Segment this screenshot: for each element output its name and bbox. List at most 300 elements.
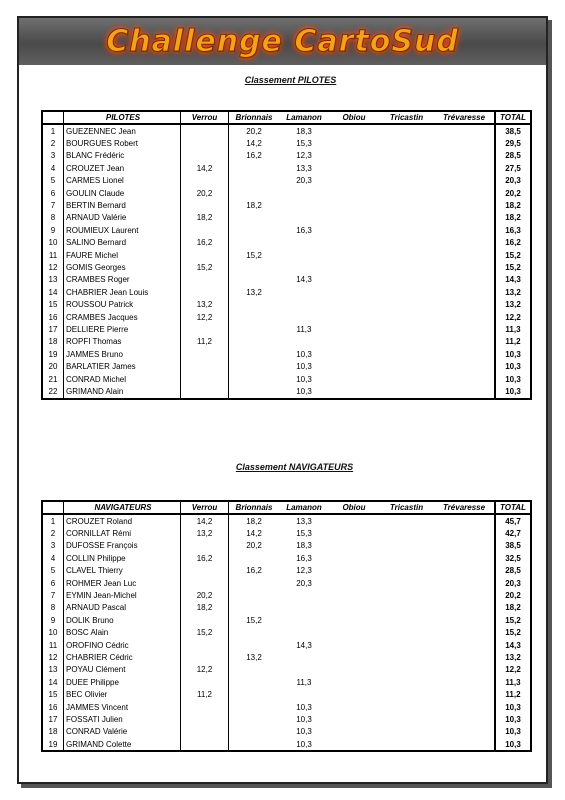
obiou-cell xyxy=(329,212,379,224)
obiou-cell xyxy=(329,701,379,713)
table-row xyxy=(42,199,531,211)
rank-cell: 8 xyxy=(42,212,64,224)
tricastin-cell xyxy=(379,336,434,348)
lamanon-column-header: Lamanon xyxy=(279,111,329,124)
lamanon-cell: 10,3 xyxy=(296,386,312,396)
verrou-cell: 18,2 xyxy=(181,212,229,224)
rank-cell: 11 xyxy=(42,249,64,261)
total-cell: 38,5 xyxy=(495,540,531,552)
brionnais-cell xyxy=(229,676,280,688)
table-row xyxy=(42,373,531,385)
brionnais-cell xyxy=(229,688,280,700)
rank-cell: 12 xyxy=(42,261,64,273)
lamanon-cell xyxy=(279,212,329,224)
trevaresse-cell xyxy=(434,385,495,398)
name-cell: BOURGUES Robert xyxy=(64,137,181,149)
table-row xyxy=(42,162,531,174)
tricastin-cell xyxy=(379,688,434,700)
lamanon-cell xyxy=(279,589,329,601)
trevaresse-cell xyxy=(434,627,495,639)
table-row xyxy=(42,713,531,725)
name-cell: CROUZET Jean xyxy=(64,162,181,174)
obiou-cell xyxy=(329,602,379,614)
trevaresse-cell xyxy=(434,639,495,651)
trevaresse-cell xyxy=(434,514,495,527)
brionnais-cell xyxy=(229,552,280,564)
obiou-cell xyxy=(329,651,379,663)
name-cell: CONRAD Valérie xyxy=(64,726,181,738)
rank-cell: 22 xyxy=(42,385,64,398)
lamanon-cell xyxy=(279,237,329,249)
table-row xyxy=(42,664,531,676)
brionnais-cell: 14,2 xyxy=(246,529,262,539)
total-cell: 11,2 xyxy=(495,336,531,348)
trevaresse-cell xyxy=(434,124,495,137)
name-cell: BARLATIER James xyxy=(64,360,181,372)
total-cell: 16,2 xyxy=(495,237,531,249)
brionnais-cell xyxy=(229,323,280,335)
verrou-cell xyxy=(181,676,229,688)
trevaresse-cell xyxy=(434,360,495,372)
total-cell: 18,2 xyxy=(495,199,531,211)
trevaresse-cell xyxy=(434,311,495,323)
obiou-cell xyxy=(329,224,379,236)
trevaresse-cell xyxy=(434,614,495,626)
rank-cell: 9 xyxy=(42,224,64,236)
total-cell: 10,3 xyxy=(495,373,531,385)
obiou-cell xyxy=(329,261,379,273)
table-row xyxy=(42,261,531,273)
name-cell: DUEE Philippe xyxy=(64,676,181,688)
tricastin-cell xyxy=(379,261,434,273)
table-row xyxy=(42,150,531,162)
lamanon-cell xyxy=(279,311,329,323)
rank-cell: 2 xyxy=(42,137,64,149)
lamanon-cell xyxy=(279,298,329,310)
lamanon-cell: 14,3 xyxy=(296,275,312,285)
total-column-header: TOTAL xyxy=(495,111,531,124)
name-cell: DOLIK Bruno xyxy=(64,614,181,626)
name-cell: BLANC Frédéric xyxy=(64,150,181,162)
lamanon-cell xyxy=(279,261,329,273)
lamanon-cell: 10,3 xyxy=(296,739,312,749)
name-cell: CONRAD Michel xyxy=(64,373,181,385)
verrou-column-header: Verrou xyxy=(181,501,229,514)
rank-column-header xyxy=(42,111,64,124)
tricastin-cell xyxy=(379,614,434,626)
total-cell: 16,3 xyxy=(495,224,531,236)
lamanon-cell: 16,3 xyxy=(296,225,312,235)
table-row xyxy=(42,701,531,713)
trevaresse-cell xyxy=(434,323,495,335)
name-cell: DUFOSSE François xyxy=(64,540,181,552)
total-cell: 15,2 xyxy=(495,627,531,639)
pilotes-column-header: PILOTES xyxy=(64,111,181,124)
table-row xyxy=(42,237,531,249)
name-cell: GRIMAND Alain xyxy=(64,385,181,398)
total-cell: 10,3 xyxy=(495,713,531,725)
trevaresse-cell xyxy=(434,274,495,286)
verrou-cell: 15,2 xyxy=(181,627,229,639)
obiou-cell xyxy=(329,540,379,552)
rank-cell: 3 xyxy=(42,540,64,552)
lamanon-cell xyxy=(279,664,329,676)
obiou-cell xyxy=(329,175,379,187)
brionnais-cell: 18,2 xyxy=(246,516,262,526)
table-row xyxy=(42,124,531,137)
brionnais-cell xyxy=(229,701,280,713)
brionnais-cell xyxy=(229,602,280,614)
total-cell: 18,2 xyxy=(495,602,531,614)
total-cell: 10,3 xyxy=(495,726,531,738)
verrou-cell: 13,2 xyxy=(181,527,229,539)
brionnais-cell xyxy=(229,726,280,738)
total-cell: 12,2 xyxy=(495,311,531,323)
lamanon-cell: 11,3 xyxy=(296,324,312,334)
rank-cell: 15 xyxy=(42,298,64,310)
verrou-cell xyxy=(181,614,229,626)
total-cell: 29,5 xyxy=(495,137,531,149)
table-row xyxy=(42,187,531,199)
table-row xyxy=(42,552,531,564)
tricastin-cell xyxy=(379,589,434,601)
verrou-cell: 16,2 xyxy=(181,237,229,249)
rank-cell: 9 xyxy=(42,614,64,626)
rank-cell: 7 xyxy=(42,199,64,211)
tricastin-cell xyxy=(379,360,434,372)
brionnais-cell xyxy=(229,162,280,174)
name-cell: GOMIS Georges xyxy=(64,261,181,273)
rank-cell: 6 xyxy=(42,187,64,199)
table-row xyxy=(42,348,531,360)
verrou-cell xyxy=(181,540,229,552)
rank-cell: 12 xyxy=(42,651,64,663)
tricastin-cell xyxy=(379,540,434,552)
tricastin-cell xyxy=(379,726,434,738)
name-cell: ROUMIEUX Laurent xyxy=(64,224,181,236)
obiou-cell xyxy=(329,627,379,639)
total-cell: 13,2 xyxy=(495,286,531,298)
tricastin-cell xyxy=(379,162,434,174)
name-cell: FAURE Michel xyxy=(64,249,181,261)
total-cell: 14,3 xyxy=(495,274,531,286)
total-cell: 20,2 xyxy=(495,589,531,601)
name-cell: CORNILLAT Rémi xyxy=(64,527,181,539)
brionnais-cell xyxy=(229,237,280,249)
obiou-cell xyxy=(329,124,379,137)
verrou-cell: 14,2 xyxy=(181,162,229,174)
obiou-cell xyxy=(329,565,379,577)
trevaresse-cell xyxy=(434,224,495,236)
table-row xyxy=(42,514,531,527)
name-cell: ROHMER Jean Luc xyxy=(64,577,181,589)
brionnais-cell xyxy=(229,298,280,310)
trevaresse-column-header: Trévaresse xyxy=(434,111,495,124)
tricastin-cell xyxy=(379,713,434,725)
table-row xyxy=(42,726,531,738)
rank-cell: 18 xyxy=(42,336,64,348)
trevaresse-cell xyxy=(434,738,495,751)
trevaresse-cell xyxy=(434,175,495,187)
brionnais-cell xyxy=(229,589,280,601)
rank-cell: 3 xyxy=(42,150,64,162)
navigateurs-section-title: Classement NAVIGATEURS xyxy=(235,462,354,472)
rank-cell: 4 xyxy=(42,162,64,174)
tricastin-cell xyxy=(379,577,434,589)
lamanon-cell xyxy=(279,249,329,261)
lamanon-cell: 12,3 xyxy=(296,566,312,576)
lamanon-cell xyxy=(279,614,329,626)
obiou-cell xyxy=(329,286,379,298)
table-row xyxy=(42,639,531,651)
total-cell: 13,2 xyxy=(495,651,531,663)
trevaresse-cell xyxy=(434,540,495,552)
brionnais-cell xyxy=(229,212,280,224)
verrou-cell xyxy=(181,639,229,651)
tricastin-cell xyxy=(379,627,434,639)
total-column-header: TOTAL xyxy=(495,501,531,514)
obiou-cell xyxy=(329,336,379,348)
obiou-cell xyxy=(329,514,379,527)
navigateurs-table xyxy=(41,500,532,752)
name-cell: ARNAUD Pascal xyxy=(64,602,181,614)
rank-cell: 13 xyxy=(42,274,64,286)
lamanon-cell: 16,3 xyxy=(296,553,312,563)
table-row xyxy=(42,137,531,149)
brionnais-cell xyxy=(229,639,280,651)
lamanon-cell xyxy=(279,602,329,614)
rank-cell: 5 xyxy=(42,565,64,577)
brionnais-cell xyxy=(229,577,280,589)
table-row xyxy=(42,589,531,601)
rank-cell: 5 xyxy=(42,175,64,187)
table-row xyxy=(42,540,531,552)
table-row xyxy=(42,676,531,688)
rank-cell: 13 xyxy=(42,664,64,676)
rank-cell: 17 xyxy=(42,323,64,335)
trevaresse-cell xyxy=(434,701,495,713)
trevaresse-column-header: Trévaresse xyxy=(434,501,495,514)
banner-title: Challenge CartoSud xyxy=(106,24,459,59)
brionnais-cell: 16,2 xyxy=(246,566,262,576)
lamanon-cell: 14,3 xyxy=(296,640,312,650)
lamanon-cell: 10,3 xyxy=(296,374,312,384)
trevaresse-cell xyxy=(434,577,495,589)
tricastin-cell xyxy=(379,137,434,149)
total-cell: 13,2 xyxy=(495,298,531,310)
trevaresse-cell xyxy=(434,187,495,199)
verrou-cell xyxy=(181,249,229,261)
table-row xyxy=(42,336,531,348)
verrou-cell xyxy=(181,224,229,236)
brionnais-cell xyxy=(229,664,280,676)
rank-cell: 16 xyxy=(42,311,64,323)
brionnais-cell xyxy=(229,360,280,372)
trevaresse-cell xyxy=(434,249,495,261)
total-cell: 28,5 xyxy=(495,150,531,162)
trevaresse-cell xyxy=(434,651,495,663)
total-cell: 10,3 xyxy=(495,701,531,713)
verrou-cell: 16,2 xyxy=(181,552,229,564)
trevaresse-cell xyxy=(434,162,495,174)
verrou-cell: 20,2 xyxy=(181,187,229,199)
tricastin-cell xyxy=(379,249,434,261)
verrou-cell xyxy=(181,199,229,211)
name-cell: CARMES Lionel xyxy=(64,175,181,187)
tricastin-cell xyxy=(379,199,434,211)
name-cell: ARNAUD Valérie xyxy=(64,212,181,224)
total-cell: 10,3 xyxy=(495,385,531,398)
pilotes-section-title: Classement PILOTES xyxy=(244,75,337,85)
verrou-cell xyxy=(181,651,229,663)
tricastin-cell xyxy=(379,187,434,199)
tricastin-cell xyxy=(379,552,434,564)
lamanon-cell xyxy=(279,187,329,199)
total-cell: 27,5 xyxy=(495,162,531,174)
obiou-cell xyxy=(329,639,379,651)
rank-cell: 1 xyxy=(42,124,64,137)
obiou-cell xyxy=(329,713,379,725)
verrou-cell xyxy=(181,175,229,187)
obiou-cell xyxy=(329,237,379,249)
rank-cell: 14 xyxy=(42,676,64,688)
rank-column-header xyxy=(42,501,64,514)
total-cell: 20,2 xyxy=(495,187,531,199)
table-row xyxy=(42,527,531,539)
table-row xyxy=(42,577,531,589)
tricastin-cell xyxy=(379,150,434,162)
brionnais-cell: 18,2 xyxy=(246,201,262,211)
total-cell: 12,2 xyxy=(495,664,531,676)
total-cell: 11,3 xyxy=(495,323,531,335)
verrou-cell: 12,2 xyxy=(181,311,229,323)
trevaresse-cell xyxy=(434,676,495,688)
navigateurs-column-header: NAVIGATEURS xyxy=(64,501,181,514)
brionnais-cell xyxy=(229,336,280,348)
table-row xyxy=(42,565,531,577)
trevaresse-cell xyxy=(434,688,495,700)
tricastin-cell xyxy=(379,175,434,187)
trevaresse-cell xyxy=(434,726,495,738)
tricastin-cell xyxy=(379,311,434,323)
tricastin-cell xyxy=(379,237,434,249)
verrou-cell xyxy=(181,124,229,137)
table-row xyxy=(42,614,531,626)
obiou-cell xyxy=(329,688,379,700)
name-cell: OROFINO Cédric xyxy=(64,639,181,651)
total-cell: 11,2 xyxy=(495,688,531,700)
brionnais-cell xyxy=(229,311,280,323)
obiou-cell xyxy=(329,187,379,199)
rank-cell: 8 xyxy=(42,602,64,614)
pilotes-header-row xyxy=(42,111,531,124)
obiou-cell xyxy=(329,552,379,564)
total-cell: 11,3 xyxy=(495,676,531,688)
table-row xyxy=(42,274,531,286)
name-cell: CHABRIER Jean Louis xyxy=(64,286,181,298)
name-cell: CHABRIER Cédric xyxy=(64,651,181,663)
verrou-cell xyxy=(181,348,229,360)
lamanon-column-header: Lamanon xyxy=(279,501,329,514)
name-cell: ROUSSOU Patrick xyxy=(64,298,181,310)
trevaresse-cell xyxy=(434,336,495,348)
brionnais-cell xyxy=(229,224,280,236)
verrou-cell xyxy=(181,738,229,751)
verrou-cell: 15,2 xyxy=(181,261,229,273)
obiou-cell xyxy=(329,527,379,539)
navigateurs-table-body xyxy=(42,514,531,751)
trevaresse-cell xyxy=(434,286,495,298)
name-cell: EYMIN Jean-Michel xyxy=(64,589,181,601)
name-cell: COLLIN Philippe xyxy=(64,552,181,564)
verrou-cell xyxy=(181,565,229,577)
lamanon-cell: 11,3 xyxy=(296,677,312,687)
tricastin-cell xyxy=(379,565,434,577)
trevaresse-cell xyxy=(434,602,495,614)
brionnais-cell: 15,2 xyxy=(246,615,262,625)
lamanon-cell: 13,3 xyxy=(296,163,312,173)
brionnais-cell xyxy=(229,187,280,199)
lamanon-cell: 10,3 xyxy=(296,702,312,712)
table-row xyxy=(42,385,531,398)
trevaresse-cell xyxy=(434,565,495,577)
lamanon-cell: 18,3 xyxy=(296,541,312,551)
name-cell: DELLIERE Pierre xyxy=(64,323,181,335)
table-row xyxy=(42,360,531,372)
verrou-cell xyxy=(181,385,229,398)
table-row xyxy=(42,298,531,310)
lamanon-cell xyxy=(279,199,329,211)
name-cell: JAMMES Vincent xyxy=(64,701,181,713)
tricastin-cell xyxy=(379,212,434,224)
obiou-cell xyxy=(329,298,379,310)
name-cell: ROPFI Thomas xyxy=(64,336,181,348)
name-cell: GRIMAND Colette xyxy=(64,738,181,751)
verrou-cell: 18,2 xyxy=(181,602,229,614)
brionnais-cell: 20,2 xyxy=(246,126,262,136)
obiou-cell xyxy=(329,726,379,738)
total-cell: 38,5 xyxy=(495,124,531,137)
lamanon-cell: 13,3 xyxy=(296,516,312,526)
tricastin-cell xyxy=(379,373,434,385)
tricastin-cell xyxy=(379,664,434,676)
verrou-cell xyxy=(181,323,229,335)
obiou-column-header: Obiou xyxy=(329,501,379,514)
brionnais-cell: 13,2 xyxy=(246,287,262,297)
trevaresse-cell xyxy=(434,373,495,385)
table-row xyxy=(42,311,531,323)
verrou-cell xyxy=(181,360,229,372)
rank-cell: 7 xyxy=(42,589,64,601)
tricastin-cell xyxy=(379,738,434,751)
tricastin-cell xyxy=(379,639,434,651)
total-cell: 10,3 xyxy=(495,360,531,372)
tricastin-cell xyxy=(379,701,434,713)
total-cell: 45,7 xyxy=(495,514,531,527)
total-cell: 15,2 xyxy=(495,614,531,626)
obiou-cell xyxy=(329,738,379,751)
rank-cell: 4 xyxy=(42,552,64,564)
table-row xyxy=(42,224,531,236)
trevaresse-cell xyxy=(434,199,495,211)
total-cell: 10,3 xyxy=(495,738,531,751)
lamanon-cell: 20,3 xyxy=(296,578,312,588)
rank-cell: 21 xyxy=(42,373,64,385)
total-cell: 15,2 xyxy=(495,249,531,261)
verrou-cell xyxy=(181,137,229,149)
verrou-cell xyxy=(181,274,229,286)
rank-cell: 2 xyxy=(42,527,64,539)
